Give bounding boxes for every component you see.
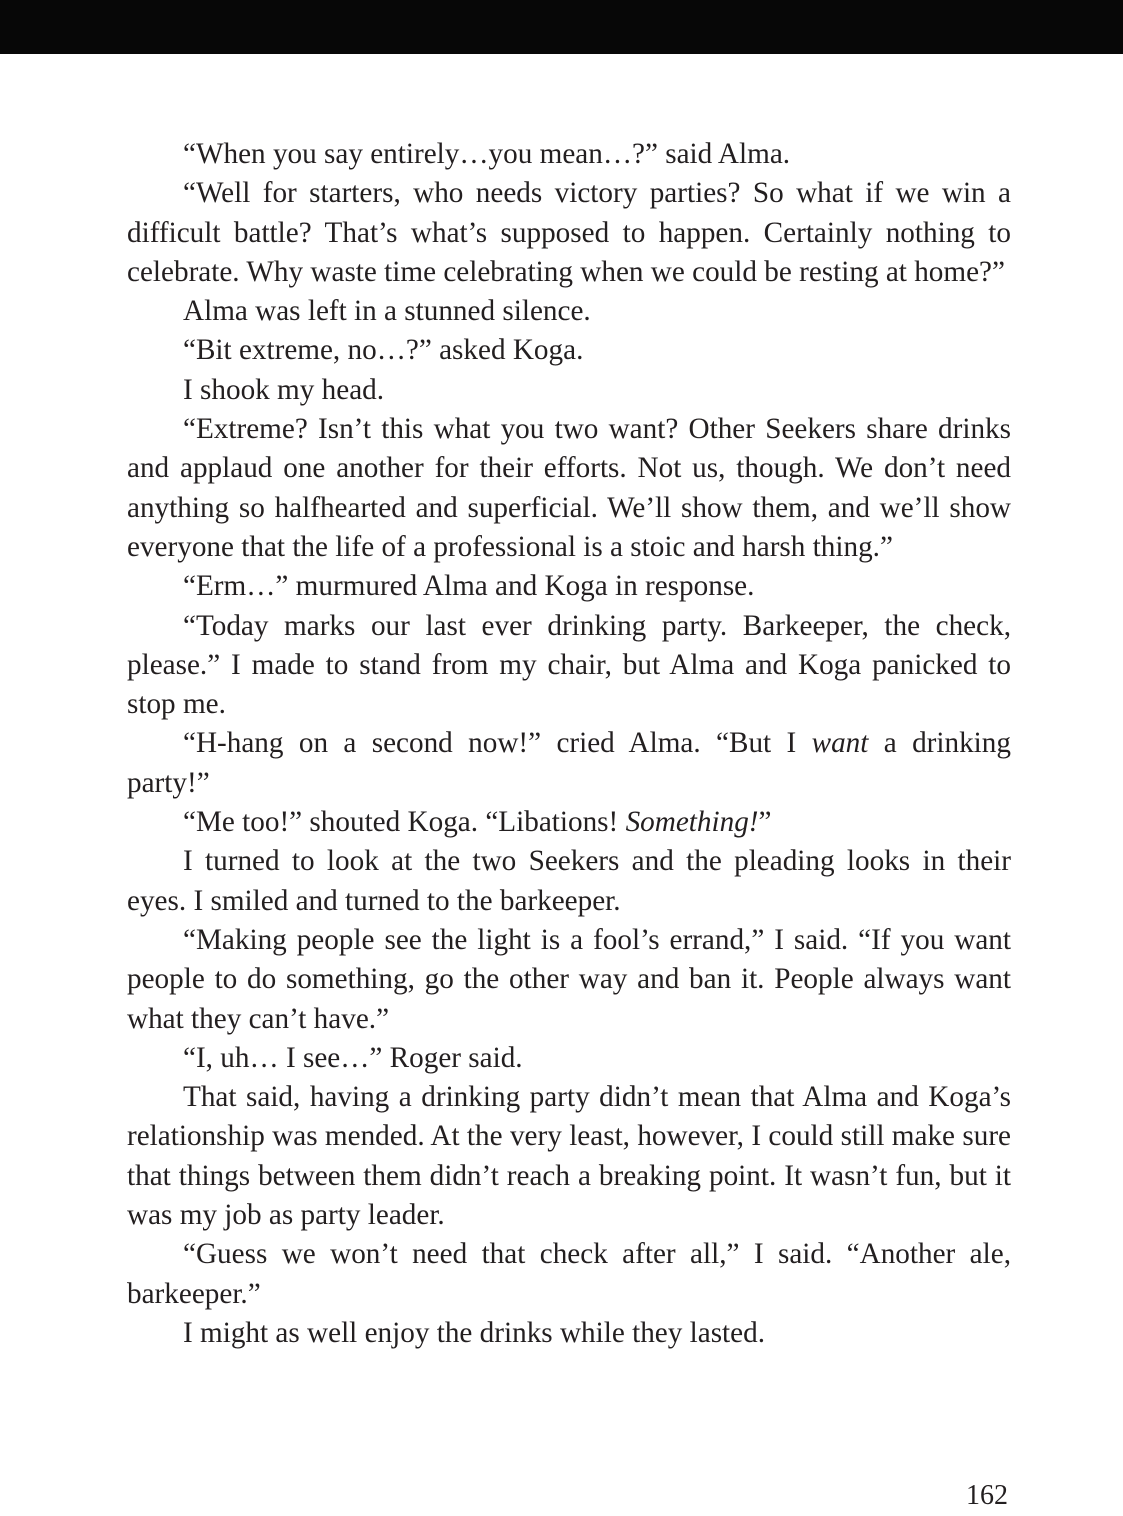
paragraph: “I, uh… I see…” Roger said. — [183, 1041, 523, 1074]
paragraph-text: ” — [758, 806, 772, 839]
paragraph: “When you say entirely…you mean…?” said Alma. — [183, 138, 791, 170]
paragraph: I shook my head. — [183, 373, 385, 406]
paragraph: I might as well enjoy the drinks while they lasted. — [183, 1316, 766, 1349]
paragraph: “Erm…” murmured Alma and Koga in response. — [183, 570, 755, 603]
paragraph: That said, having a drinking party didn’t mean that Alma and Koga’s relationship was mended. At the very least, however, I could still make sure that things between them didn’t reach a breaking point. It wasn’t fun, but it was my job as party leader. — [127, 1081, 1011, 1232]
paragraph-text: “Me too!” shouted Koga. “Libations! — [183, 806, 626, 839]
paragraph-text: a drinking party!” — [127, 727, 1011, 799]
paragraph: “Bit extreme, no…?” asked Koga. — [183, 334, 584, 367]
emphasis-text: want — [811, 727, 869, 760]
paragraph: “Today marks our last ever drinking party. Barkeeper, the check, please.” I made to stand from my chair, but Alma and Koga panicked to stop me. — [127, 609, 1011, 721]
paragraph — [127, 724, 1011, 803]
paragraph — [127, 803, 1011, 842]
paragraph: “Guess we won’t need that check after all,” I said. “Another ale, barkeeper.” — [127, 1238, 1011, 1310]
paragraph: I turned to look at the two Seekers and the pleading looks in their eyes. I smiled and turned to the barkeeper. — [127, 845, 1011, 917]
page-number: 162 — [966, 1480, 1008, 1511]
paragraph: “Extreme? Isn’t this what you two want? Other Seekers share drinks and applaud one another for their efforts. Not us, though. We don’t need anything so halfhearted and superficial. We’ll show them, and we’ll show everyone that the life of a professional is a stoic and harsh thing.” — [127, 413, 1011, 563]
paragraph: “Well for starters, who needs victory parties? So what if we win a difficult battle? That’s what’s supposed to happen. Certainly nothing to celebrate. Why waste time celebrating when we could be resting at home?” — [127, 177, 1011, 288]
paragraph-text: “H-hang on a second now!” cried Alma. “But I — [183, 727, 812, 760]
paragraph: Alma was left in a stunned silence. — [183, 295, 591, 328]
paragraph: “Making people see the light is a fool’s errand,” I said. “If you want people to do something, go the other way and ban it. People always want what they can’t have.” — [127, 923, 1011, 1035]
top-black-band — [0, 0, 1123, 54]
emphasis-text: Something! — [625, 806, 759, 839]
body-text — [127, 135, 1011, 1353]
